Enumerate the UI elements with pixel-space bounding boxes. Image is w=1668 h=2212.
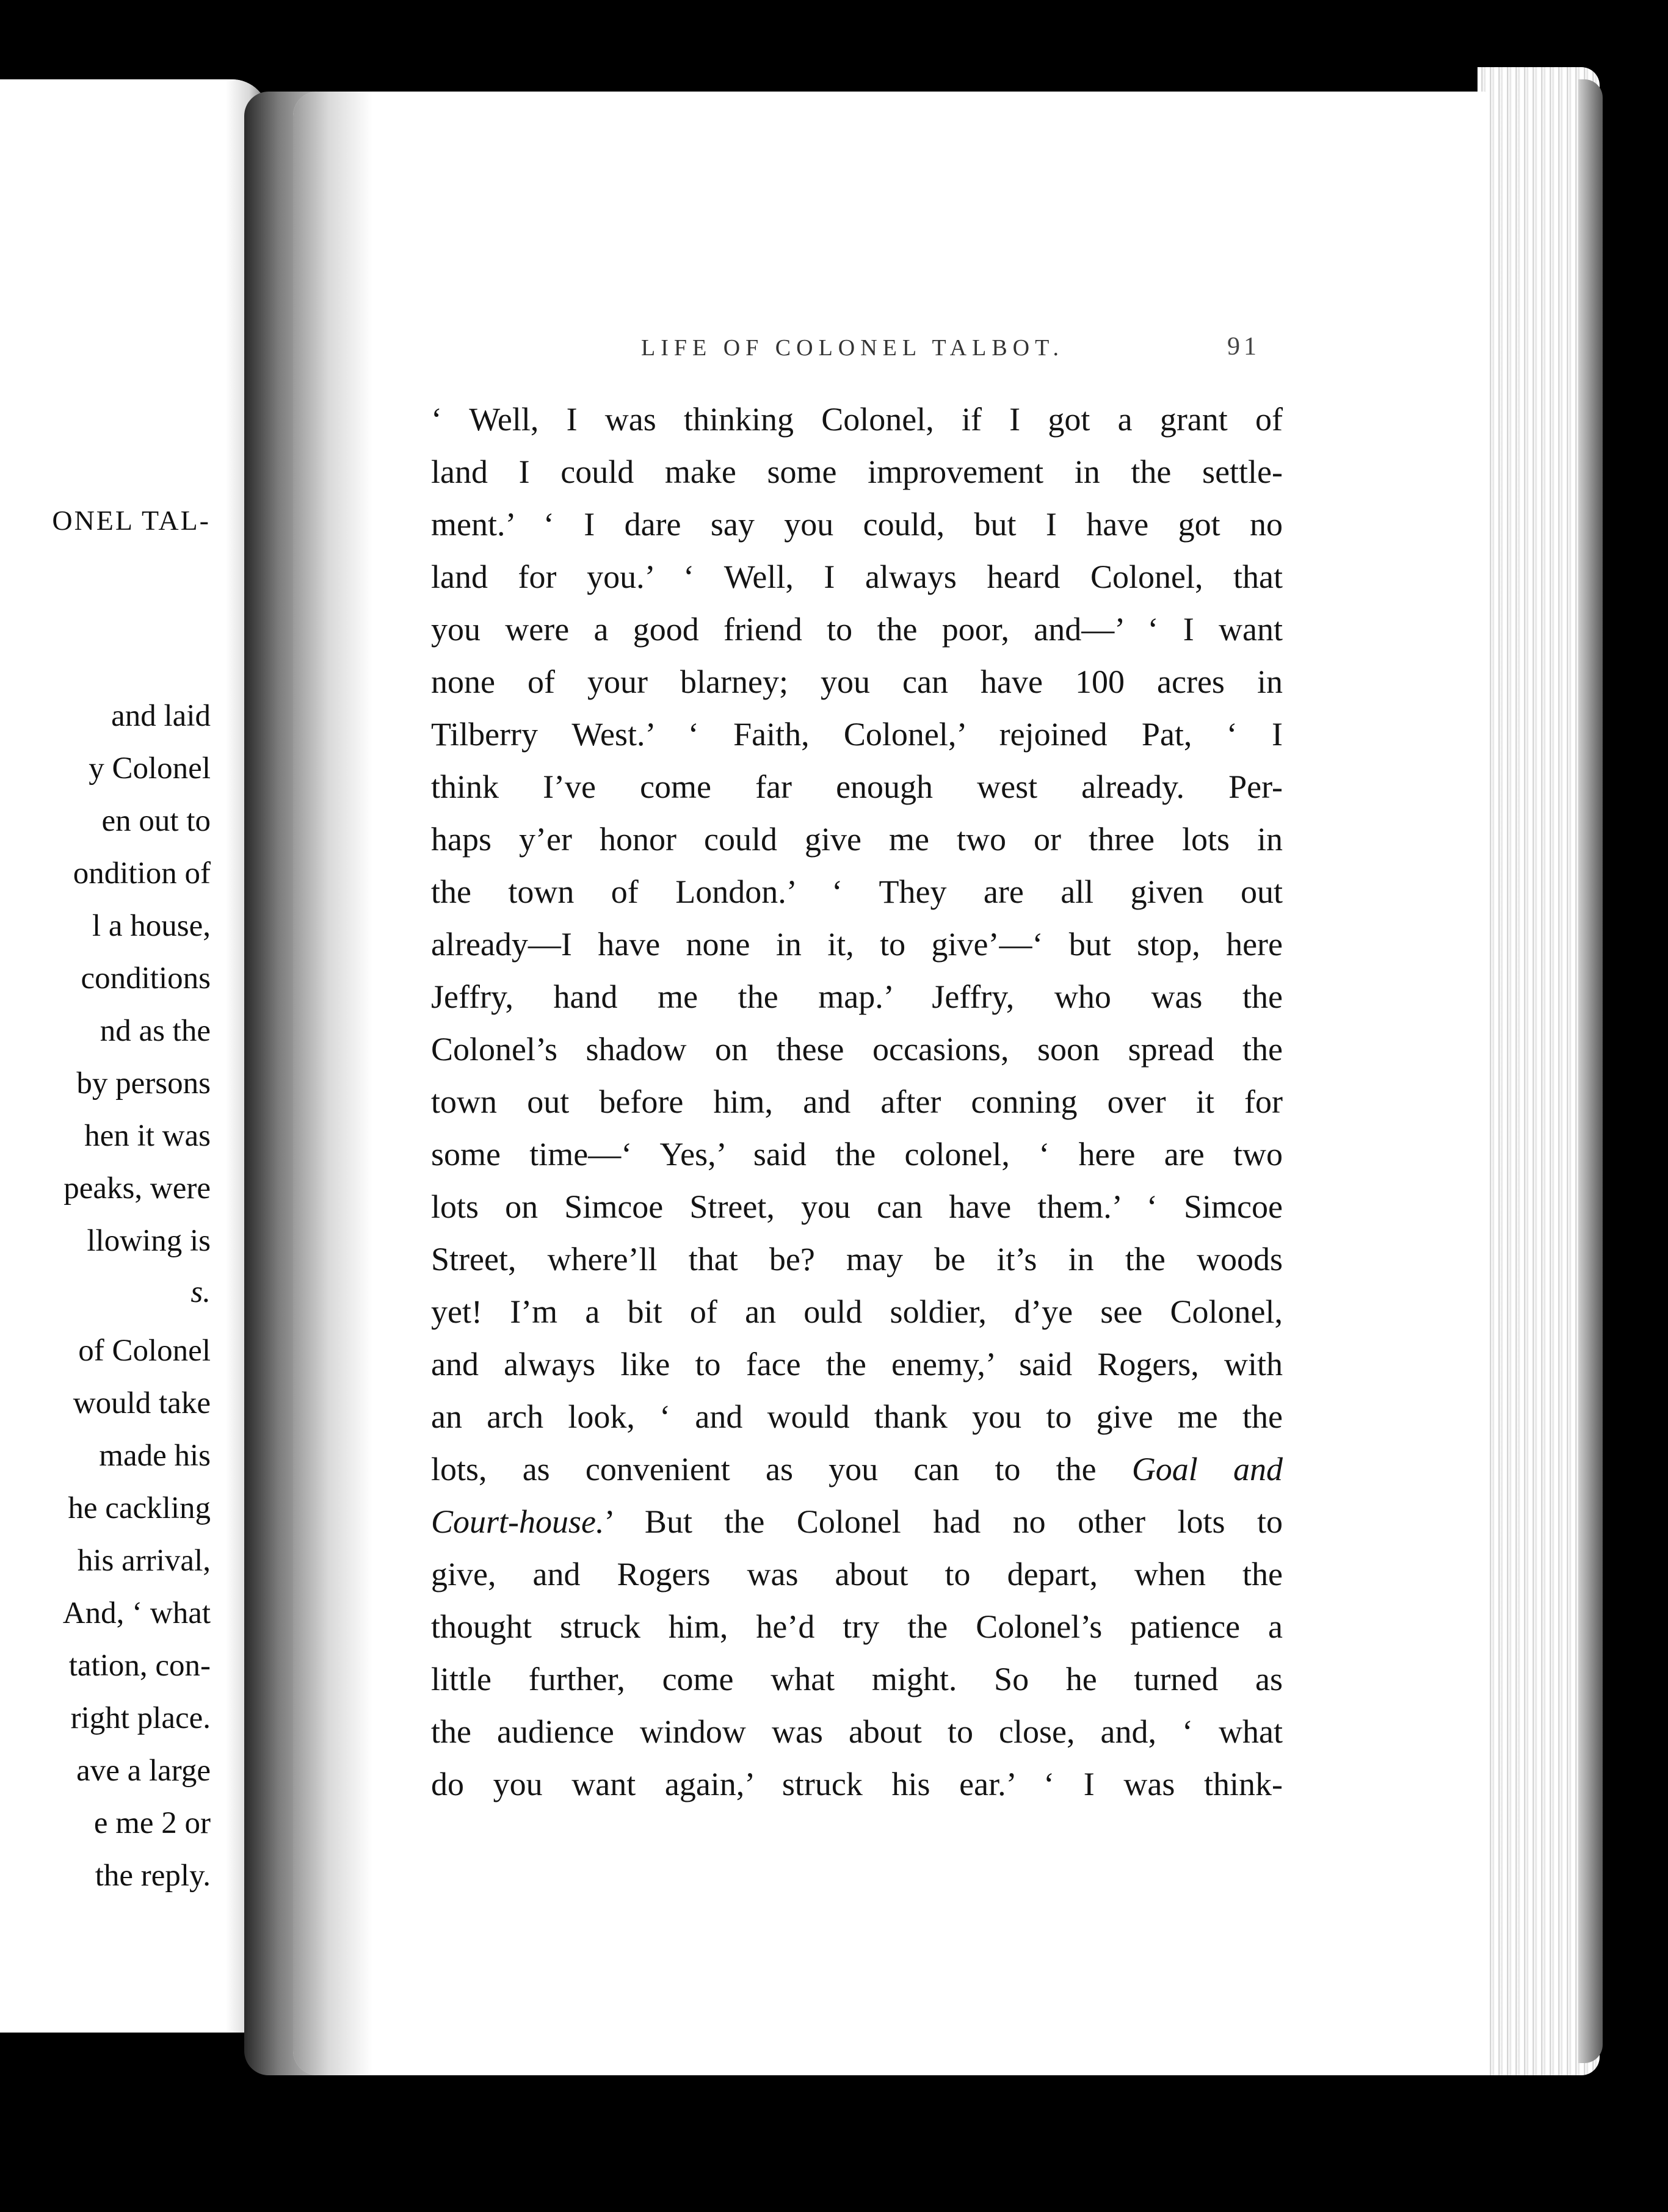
left-line: peaks, were	[63, 1171, 211, 1205]
left-line: l a house,	[92, 909, 211, 943]
right-page-gutter-shadow	[293, 92, 372, 2075]
text-line: do you want again,’ struck his ear.’ ‘ I was think-	[431, 1766, 1283, 1802]
page-edges-shadow	[1578, 79, 1603, 2063]
text-line: and always like to face the enemy,’ said Rogers, with	[431, 1346, 1283, 1382]
text-line: none of your blarney; you can have 100 acres in	[431, 663, 1283, 700]
left-line: ondition of	[73, 856, 211, 891]
left-line: tation, con-	[68, 1649, 211, 1683]
text-line: town out before him, and after conning over it for	[431, 1083, 1283, 1120]
left-line: would take	[73, 1386, 211, 1420]
left-line: his arrival,	[77, 1544, 211, 1578]
text-line: think I’ve come far enough west already. Per-	[431, 768, 1283, 805]
text-segment: lots, as convenient as you can to the	[431, 1451, 1097, 1487]
text-line: land I could make some improvement in the settle-	[431, 454, 1283, 490]
left-line: s.	[190, 1275, 211, 1309]
left-line: made his	[99, 1439, 211, 1473]
left-line: e me 2 or	[93, 1806, 211, 1840]
text-line: Colonel’s shadow on these occasions, soon spread the	[431, 1031, 1283, 1068]
left-line: y Colonel	[89, 751, 211, 786]
text-line: haps y’er honor could give me two or three lots in	[431, 821, 1283, 858]
left-line: ave a large	[76, 1754, 211, 1788]
text-line: ment.’ ‘ I dare say you could, but I have got no	[431, 506, 1283, 543]
text-line: land for you.’ ‘ Well, I always heard Colonel, that	[431, 558, 1283, 595]
text-line: the town of London.’ ‘ They are all given out	[431, 873, 1283, 910]
text-line: you were a good friend to the poor, and—’ ‘ I want	[431, 611, 1283, 648]
text-line: Jeffry, hand me the map.’ Jeffry, who was the	[431, 978, 1283, 1015]
text-line: little further, come what might. So he turned as	[431, 1661, 1283, 1697]
text-line: ‘ Well, I was thinking Colonel, if I got a grant of	[431, 401, 1283, 438]
left-line: en out to	[101, 804, 211, 838]
text-line: lots on Simcoe Street, you can have them.’ ‘ Simcoe	[431, 1188, 1283, 1225]
text-segment: ’ But the Colonel had no other lots to	[604, 1503, 1283, 1540]
running-header: LIFE OF COLONEL TALBOT.	[641, 335, 1065, 361]
text-line: Tilberry West.’ ‘ Faith, Colonel,’ rejoined Pat, ‘ I	[431, 716, 1283, 753]
left-line: of Colonel	[78, 1334, 211, 1368]
italic-phrase: Court-house.	[431, 1503, 604, 1540]
left-line: and laid	[111, 699, 211, 733]
text-line: give, and Rogers was about to depart, when the	[431, 1556, 1283, 1592]
left-line: llowing is	[87, 1224, 211, 1258]
text-line: some time—‘ Yes,’ said the colonel, ‘ here are two	[431, 1136, 1283, 1173]
text-line-with-italic	[431, 1505, 1283, 1538]
left-line: And, ‘ what	[62, 1596, 211, 1630]
italic-phrase: Goal and	[1131, 1451, 1283, 1487]
left-line: right place.	[70, 1701, 211, 1735]
left-line: ONEL TAL-	[52, 505, 211, 536]
text-line: the audience window was about to close, and, ‘ what	[431, 1713, 1283, 1750]
left-line: he cackling	[68, 1491, 211, 1525]
text-line-with-italic	[431, 1453, 1283, 1486]
text-line: thought struck him, he’d try the Colonel’s patience a	[431, 1608, 1283, 1645]
left-page	[0, 79, 269, 2033]
text-line: an arch look, ‘ and would thank you to give me the	[431, 1398, 1283, 1435]
text-line: Street, where’ll that be? may be it’s in the woods	[431, 1241, 1283, 1278]
text-line: already—I have none in it, to give’—‘ but stop, here	[431, 926, 1283, 963]
left-line: nd as the	[100, 1014, 211, 1048]
text-line: yet! I’m a bit of an ould soldier, d’ye see Colonel,	[431, 1293, 1283, 1330]
left-line: conditions	[81, 961, 211, 996]
page-number: 91	[1227, 333, 1260, 361]
left-line: hen it was	[84, 1119, 211, 1153]
left-line: by persons	[76, 1066, 211, 1101]
left-line: the reply.	[95, 1859, 211, 1893]
